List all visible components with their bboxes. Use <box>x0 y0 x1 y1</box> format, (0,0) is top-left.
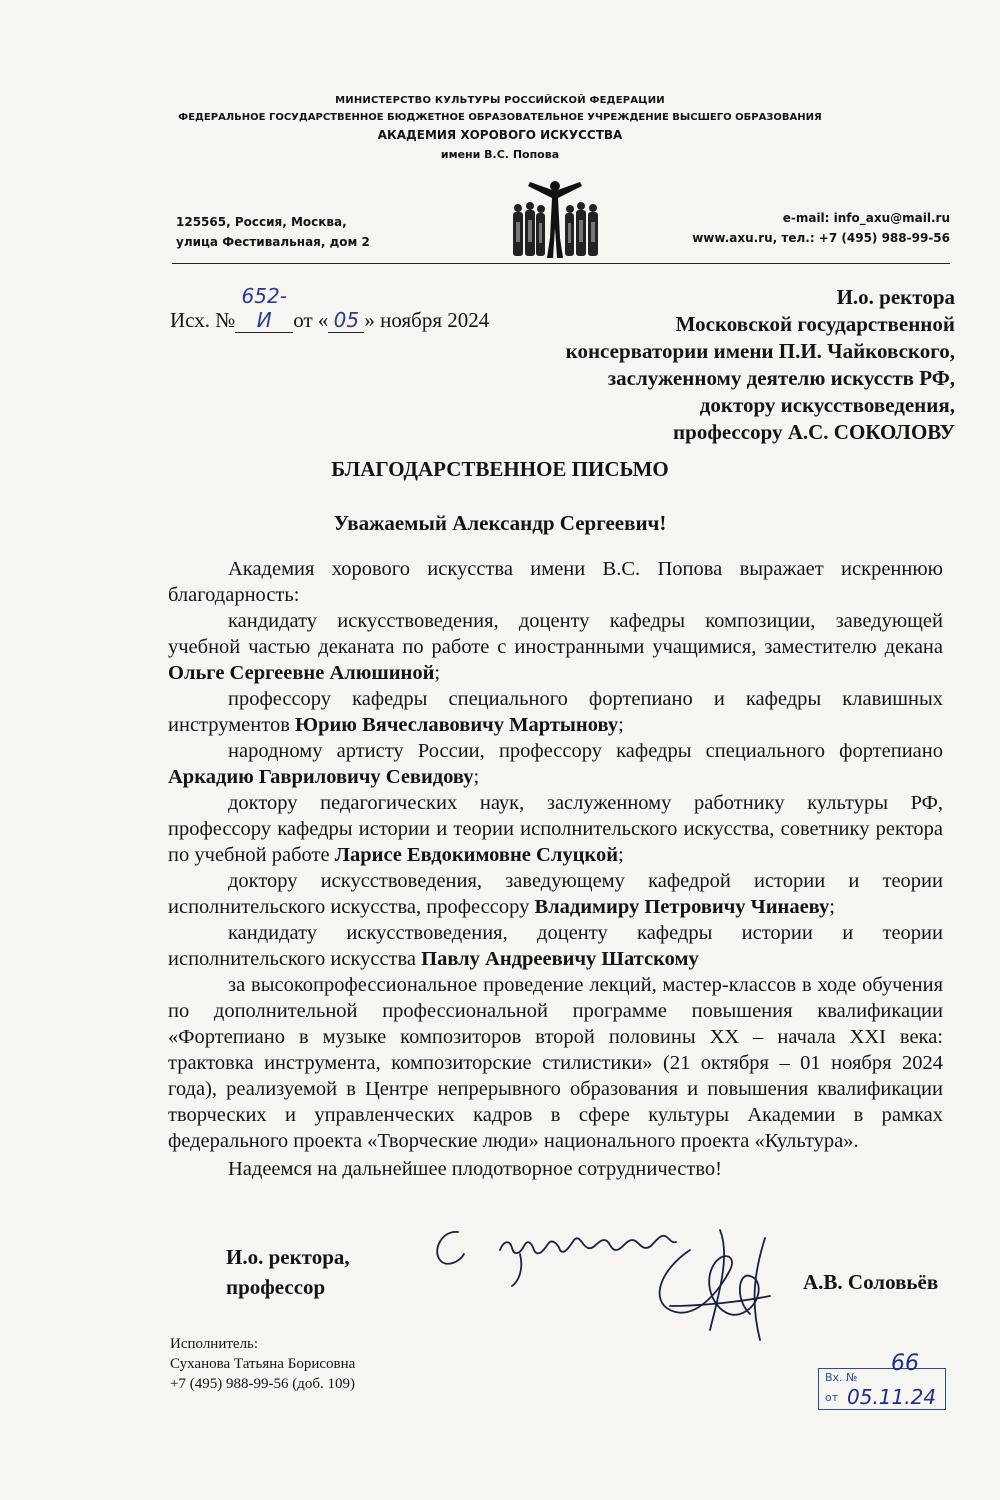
signatory-position-line-1: И.о. ректора, <box>226 1245 350 1269</box>
executor-phone: +7 (495) 988-99-56 (доб. 109) <box>170 1376 355 1392</box>
addressee-block <box>455 284 955 446</box>
choir-logo-icon <box>500 178 610 260</box>
recipient-desc: профессору кафедры специального фортепиано и кафедры клавишных инструментов <box>168 688 943 736</box>
addressee-line: Московской государственной <box>675 312 955 336</box>
letter-title: БЛАГОДАРСТВЕННОЕ ПИСЬМО <box>331 457 669 481</box>
recipient-name: Павлу Андреевичу Шатскому <box>421 948 699 970</box>
recipient-name: Владимиру Петровичу Чинаеву <box>534 896 830 918</box>
separator: ; <box>829 896 835 918</box>
letter-body <box>168 556 943 1182</box>
handwritten-signature <box>420 1210 790 1350</box>
signatory-position-line-2: профессор <box>226 1275 326 1299</box>
body-recipient-2 <box>168 686 943 738</box>
separator: ; <box>618 714 624 736</box>
letterhead-institution-type: ФЕДЕРАЛЬНОЕ ГОСУДАРСТВЕННОЕ БЮДЖЕТНОЕ ОБРАЗОВАТЕЛЬНОЕ УЧРЕЖДЕНИЕ ВЫСШЕГО ОБРАЗОВАНИЯ <box>178 112 822 123</box>
letterhead-ministry: МИНИСТЕРСТВО КУЛЬТУРЫ РОССИЙСКОЙ ФЕДЕРАЦИИ <box>335 95 665 106</box>
executor-block <box>170 1334 355 1394</box>
outgoing-rest: » ноября 2024 <box>364 308 490 332</box>
address-line-2: улица Фестивальная, дом 2 <box>176 235 370 249</box>
outgoing-from: от « <box>293 308 329 332</box>
recipient-desc: народному артисту России, профессору кафедры специального фортепиано <box>228 740 943 762</box>
recipient-desc: доктору педагогических наук, заслуженному работнику культуры РФ, профессору кафедры истории и теории исполнительского искусства, советнику ректора по учебной работе <box>168 792 943 866</box>
body-recipient-1 <box>168 608 943 686</box>
outgoing-number-line <box>170 284 489 333</box>
recipient-name: Аркадию Гавриловичу Севидову <box>168 766 474 788</box>
letterhead-contacts <box>692 208 950 248</box>
outgoing-prefix: Исх. № <box>170 308 236 332</box>
recipient-name: Ларисе Евдокимовне Слуцкой <box>334 844 618 866</box>
stamp-number: 66 <box>891 1351 919 1376</box>
executor-name: Суханова Татьяна Борисовна <box>170 1356 356 1372</box>
body-intro: Академия хорового искусства имени В.С. Попова выражает искреннюю благодарность: <box>168 558 943 606</box>
incoming-stamp <box>818 1351 946 1410</box>
letterhead-web-phone: www.axu.ru, тел.: +7 (495) 988-99-56 <box>692 231 950 245</box>
letterhead-named-after: имени В.С. Попова <box>440 148 560 161</box>
recipient-desc: доктору искусствоведения, заведующему кафедрой истории и теории исполнительского искусства, профессору <box>168 870 943 918</box>
signatory-position <box>226 1242 350 1302</box>
addressee-line: профессору А.С. СОКОЛОВУ <box>673 420 955 444</box>
recipient-name: Ольге Сергеевне Алюшиной <box>168 662 435 684</box>
separator: ; <box>434 662 441 684</box>
addressee-line: доктору искусствоведения, <box>699 393 955 417</box>
body-recipient-6 <box>168 920 943 972</box>
stamp-date: 05.11.24 <box>847 1385 937 1409</box>
body-recipient-3 <box>168 738 943 790</box>
addressee-line: заслуженному деятелю искусств РФ, <box>607 366 955 390</box>
outgoing-day: 05 <box>328 308 364 333</box>
body-recipient-5 <box>168 868 943 920</box>
executor-label: Исполнитель: <box>170 1336 259 1352</box>
address-line-1: 125565, Россия, Москва, <box>176 215 347 229</box>
separator: ; <box>473 766 480 788</box>
separator: ; <box>618 844 624 866</box>
letterhead-email: e-mail: info_axu@mail.ru <box>782 211 950 225</box>
signatory-name: А.В. Соловьёв <box>803 1270 939 1294</box>
body-reason: за высокопрофессиональное проведение лекций, мастер-классов в ходе обучения по дополнительной профессиональной программе повышения квалификации «Фортепиано в музыке композиторов второй половины XX – начала XXI века: трактовка инструмента, композиторские стилистики» (21 октября – 01 ноября 2024 года), реализуемой в Центре непрерывного образования и повышения квалификации творческих и управленческих кадров в сфере культуры Академии в рамках федерального проекта «Творческие люди» национального проекта «Культура». <box>168 974 943 1152</box>
letterhead-divider <box>172 263 950 264</box>
stamp-label-from: от <box>825 1391 839 1404</box>
recipient-desc: кандидату искусствоведения, доценту кафедры композиции, заведующей учебной частью деканата по работе с иностранными учащимися, заместителю декана <box>168 610 943 658</box>
recipient-desc: кандидату искусствоведения, доценту кафедры истории и теории исполнительского искусства <box>168 922 943 970</box>
letterhead-address <box>176 212 370 252</box>
body-closing: Надеемся на дальнейшее плодотворное сотрудничество! <box>228 1158 722 1180</box>
letter-greeting: Уважаемый Александр Сергеевич! <box>333 511 667 535</box>
body-recipient-4 <box>168 790 943 868</box>
outgoing-number: 652-И <box>235 284 293 333</box>
stamp-label-in: Вх. № <box>825 1371 858 1384</box>
addressee-line: И.о. ректора <box>836 285 955 309</box>
addressee-line: консерватории имени П.И. Чайковского, <box>565 339 955 363</box>
letterhead-academy: АКАДЕМИЯ ХОРОВОГО ИСКУССТВА <box>377 128 623 142</box>
recipient-name: Юрию Вячеславовичу Мартынову <box>295 714 619 736</box>
